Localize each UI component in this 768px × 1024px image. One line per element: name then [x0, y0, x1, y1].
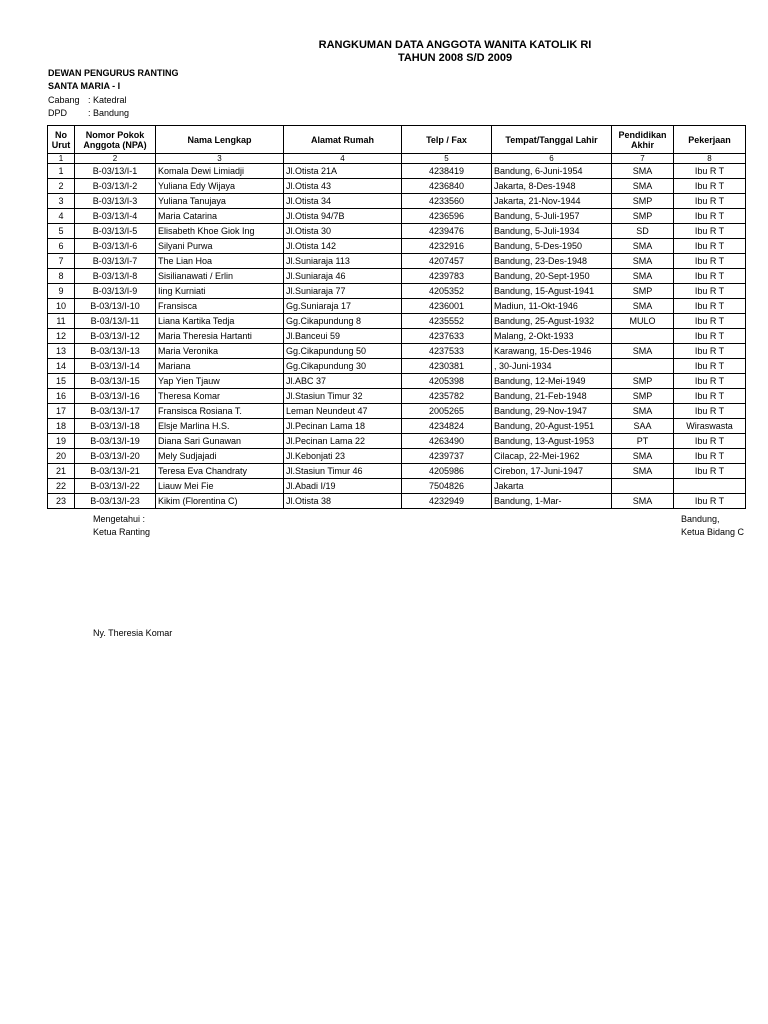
name-cell: Elisabeth Khoe Giok Ing — [156, 224, 284, 239]
table-row — [48, 299, 746, 314]
table-row — [48, 344, 746, 359]
table-header-row — [48, 126, 746, 154]
birth-cell: Madiun, 11-Okt-1946 — [492, 299, 612, 314]
row-number: 6 — [48, 239, 75, 254]
table-row — [48, 194, 746, 209]
org-name: DEWAN PENGURUS RANTING — [48, 68, 179, 78]
npa-cell: B-03/13/I-8 — [75, 269, 156, 284]
npa-cell: B-03/13/I-17 — [75, 404, 156, 419]
name-cell: Silyani Purwa — [156, 239, 284, 254]
npa-cell: B-03/13/I-10 — [75, 299, 156, 314]
table-row — [48, 329, 746, 344]
npa-cell: B-03/13/I-21 — [75, 464, 156, 479]
birth-cell: Bandung, 15-Agust-1941 — [492, 284, 612, 299]
name-cell: Liauw Mei Fie — [156, 479, 284, 494]
table-row — [48, 464, 746, 479]
table-row — [48, 254, 746, 269]
row-number: 23 — [48, 494, 75, 509]
occupation-cell: Ibu R T — [674, 374, 746, 389]
education-cell: PT — [612, 434, 674, 449]
cabang-label: Cabang — [48, 95, 80, 105]
phone-cell: 4233560 — [402, 194, 492, 209]
name-cell: Liana Kartika Tedja — [156, 314, 284, 329]
birth-cell: Bandung, 29-Nov-1947 — [492, 404, 612, 419]
name-cell: Diana Sari Gunawan — [156, 434, 284, 449]
row-number: 1 — [48, 164, 75, 179]
phone-cell: 4263490 — [402, 434, 492, 449]
name-cell: Elsje Marlina H.S. — [156, 419, 284, 434]
address-cell: Jl.Suniaraja 77 — [284, 284, 402, 299]
phone-cell: 7504826 — [402, 479, 492, 494]
row-number: 9 — [48, 284, 75, 299]
occupation-cell: Ibu R T — [674, 314, 746, 329]
education-cell: SMA — [612, 494, 674, 509]
address-cell: Gg.Suniaraja 17 — [284, 299, 402, 314]
address-cell: Jl.Otista 34 — [284, 194, 402, 209]
dpd-line — [48, 107, 129, 119]
occupation-cell: Ibu R T — [674, 434, 746, 449]
phone-cell: 4230381 — [402, 359, 492, 374]
phone-cell: 4236840 — [402, 179, 492, 194]
column-header: Pekerjaan — [674, 126, 746, 154]
row-number: 7 — [48, 254, 75, 269]
address-cell: Gg.Cikapundung 30 — [284, 359, 402, 374]
address-cell: Jl.Stasiun Timur 46 — [284, 464, 402, 479]
birth-cell: Bandung, 5-Juli-1957 — [492, 209, 612, 224]
table-row — [48, 269, 746, 284]
name-cell: Iing Kurniati — [156, 284, 284, 299]
table-row — [48, 389, 746, 404]
phone-cell: 2005265 — [402, 404, 492, 419]
name-cell: Fransisca Rosiana T. — [156, 404, 284, 419]
occupation-cell: Ibu R T — [674, 344, 746, 359]
row-number: 18 — [48, 419, 75, 434]
row-number: 5 — [48, 224, 75, 239]
education-cell — [612, 359, 674, 374]
occupation-cell: Ibu R T — [674, 254, 746, 269]
branch-name: SANTA MARIA - I — [48, 81, 121, 91]
signer-name: Ny. Theresia Komar — [93, 628, 173, 638]
occupation-cell: Ibu R T — [674, 164, 746, 179]
phone-cell: 4237633 — [402, 329, 492, 344]
member-table — [47, 125, 746, 509]
phone-cell: 4239476 — [402, 224, 492, 239]
phone-cell: 4205986 — [402, 464, 492, 479]
column-number: 2 — [75, 154, 156, 164]
npa-cell: B-03/13/I-16 — [75, 389, 156, 404]
npa-cell: B-03/13/I-1 — [75, 164, 156, 179]
phone-cell: 4235552 — [402, 314, 492, 329]
npa-cell: B-03/13/I-12 — [75, 329, 156, 344]
column-header: Nomor Pokok Anggota (NPA) — [75, 126, 156, 154]
address-cell: Jl.Otista 43 — [284, 179, 402, 194]
table-row — [48, 359, 746, 374]
npa-cell: B-03/13/I-20 — [75, 449, 156, 464]
occupation-cell: Ibu R T — [674, 299, 746, 314]
name-cell: The Lian Hoa — [156, 254, 284, 269]
document-subtitle: TAHUN 2008 S/D 2009 — [397, 52, 513, 64]
occupation-cell: Wiraswasta — [674, 419, 746, 434]
column-number: 6 — [492, 154, 612, 164]
npa-cell: B-03/13/I-19 — [75, 434, 156, 449]
table-row — [48, 239, 746, 254]
cabang-line — [48, 94, 127, 106]
address-cell: Jl.Otista 38 — [284, 494, 402, 509]
address-cell: Jl.ABC 37 — [284, 374, 402, 389]
column-number: 3 — [156, 154, 284, 164]
name-cell: Mariana — [156, 359, 284, 374]
column-number: 7 — [612, 154, 674, 164]
table-row — [48, 434, 746, 449]
address-cell: Jl.Stasiun Timur 32 — [284, 389, 402, 404]
occupation-cell: Ibu R T — [674, 194, 746, 209]
education-cell: SMP — [612, 209, 674, 224]
address-cell: Jl.Kebonjati 23 — [284, 449, 402, 464]
birth-cell: Karawang, 15-Des-1946 — [492, 344, 612, 359]
birth-cell: Bandung, 20-Agust-1951 — [492, 419, 612, 434]
npa-cell: B-03/13/I-11 — [75, 314, 156, 329]
column-header: No Urut — [48, 126, 75, 154]
occupation-cell: Ibu R T — [674, 359, 746, 374]
column-number: 8 — [674, 154, 746, 164]
occupation-cell — [674, 479, 746, 494]
address-cell: Jl.Pecinan Lama 22 — [284, 434, 402, 449]
row-number: 8 — [48, 269, 75, 284]
education-cell: SMA — [612, 404, 674, 419]
division-head-label: Ketua Bidang C — [681, 527, 745, 537]
phone-cell: 4232916 — [402, 239, 492, 254]
table-row — [48, 179, 746, 194]
acknowledge-label: Mengetahui : — [93, 514, 146, 524]
birth-cell: Bandung, 21-Feb-1948 — [492, 389, 612, 404]
birth-cell: Cirebon, 17-Juni-1947 — [492, 464, 612, 479]
address-cell: Jl.Otista 142 — [284, 239, 402, 254]
education-cell: SMA — [612, 179, 674, 194]
phone-cell: 4236001 — [402, 299, 492, 314]
occupation-cell: Ibu R T — [674, 239, 746, 254]
birth-cell: Bandung, 12-Mei-1949 — [492, 374, 612, 389]
address-cell: Jl.Otista 94/7B — [284, 209, 402, 224]
address-cell: Leman Neundeut 47 — [284, 404, 402, 419]
occupation-cell: Ibu R T — [674, 404, 746, 419]
name-cell: Maria Veronika — [156, 344, 284, 359]
npa-cell: B-03/13/I-3 — [75, 194, 156, 209]
row-number: 3 — [48, 194, 75, 209]
education-cell: SMA — [612, 254, 674, 269]
npa-cell: B-03/13/I-22 — [75, 479, 156, 494]
row-number: 20 — [48, 449, 75, 464]
birth-cell: Malang, 2-Okt-1933 — [492, 329, 612, 344]
occupation-cell: Ibu R T — [674, 269, 746, 284]
column-header: Alamat Rumah — [284, 126, 402, 154]
education-cell: SMA — [612, 449, 674, 464]
occupation-cell: Ibu R T — [674, 449, 746, 464]
name-cell: Yuliana Edy Wijaya — [156, 179, 284, 194]
document-title: RANGKUMAN DATA ANGGOTA WANITA KATOLIK RI — [318, 39, 592, 51]
table-body — [48, 164, 746, 509]
row-number: 13 — [48, 344, 75, 359]
column-number-row — [48, 154, 746, 164]
address-cell: Gg.Cikapundung 8 — [284, 314, 402, 329]
npa-cell: B-03/13/I-13 — [75, 344, 156, 359]
education-cell: SMP — [612, 284, 674, 299]
phone-cell: 4207457 — [402, 254, 492, 269]
name-cell: Fransisca — [156, 299, 284, 314]
birth-cell: Jakarta, 21-Nov-1944 — [492, 194, 612, 209]
row-number: 16 — [48, 389, 75, 404]
phone-cell: 4235782 — [402, 389, 492, 404]
dpd-label: DPD — [48, 108, 68, 118]
name-cell: Mely Sudjajadi — [156, 449, 284, 464]
phone-cell: 4238419 — [402, 164, 492, 179]
name-cell: Teresa Eva Chandraty — [156, 464, 284, 479]
table-row — [48, 209, 746, 224]
name-cell: Sisilianawati / Erlin — [156, 269, 284, 284]
npa-cell: B-03/13/I-7 — [75, 254, 156, 269]
birth-cell: , 30-Juni-1934 — [492, 359, 612, 374]
row-number: 14 — [48, 359, 75, 374]
npa-cell: B-03/13/I-23 — [75, 494, 156, 509]
npa-cell: B-03/13/I-6 — [75, 239, 156, 254]
row-number: 12 — [48, 329, 75, 344]
place-date-label: Bandung, — [681, 514, 720, 524]
address-cell: Jl.Suniaraja 46 — [284, 269, 402, 284]
row-number: 22 — [48, 479, 75, 494]
name-cell: Maria Catarina — [156, 209, 284, 224]
phone-cell: 4232949 — [402, 494, 492, 509]
column-header: Tempat/Tanggal Lahir — [492, 126, 612, 154]
birth-cell: Bandung, 5-Juli-1934 — [492, 224, 612, 239]
education-cell — [612, 479, 674, 494]
education-cell: SMP — [612, 374, 674, 389]
phone-cell: 4205398 — [402, 374, 492, 389]
education-cell: SMA — [612, 464, 674, 479]
education-cell: MULO — [612, 314, 674, 329]
address-cell: Jl.Abadi I/19 — [284, 479, 402, 494]
npa-cell: B-03/13/I-4 — [75, 209, 156, 224]
npa-cell: B-03/13/I-18 — [75, 419, 156, 434]
education-cell: SMA — [612, 239, 674, 254]
birth-cell: Bandung, 13-Agust-1953 — [492, 434, 612, 449]
table-row — [48, 449, 746, 464]
phone-cell: 4236596 — [402, 209, 492, 224]
npa-cell: B-03/13/I-15 — [75, 374, 156, 389]
phone-cell: 4239783 — [402, 269, 492, 284]
name-cell: Komala Dewi Limiadji — [156, 164, 284, 179]
occupation-cell: Ibu R T — [674, 494, 746, 509]
education-cell: SMP — [612, 194, 674, 209]
occupation-cell: Ibu R T — [674, 284, 746, 299]
row-number: 21 — [48, 464, 75, 479]
name-cell: Yuliana Tanujaya — [156, 194, 284, 209]
occupation-cell: Ibu R T — [674, 209, 746, 224]
education-cell: SMP — [612, 389, 674, 404]
name-cell: Kikim (Florentina C) — [156, 494, 284, 509]
npa-cell: B-03/13/I-2 — [75, 179, 156, 194]
column-header: Telp / Fax — [402, 126, 492, 154]
phone-cell: 4205352 — [402, 284, 492, 299]
education-cell: SMA — [612, 269, 674, 284]
table-row — [48, 224, 746, 239]
dpd-value: : Bandung — [88, 108, 130, 118]
cabang-value: : Katedral — [88, 95, 127, 105]
row-number: 10 — [48, 299, 75, 314]
phone-cell: 4234824 — [402, 419, 492, 434]
birth-cell: Jakarta — [492, 479, 612, 494]
address-cell: Jl.Suniaraja 113 — [284, 254, 402, 269]
birth-cell: Jakarta, 8-Des-1948 — [492, 179, 612, 194]
education-cell — [612, 329, 674, 344]
occupation-cell: Ibu R T — [674, 329, 746, 344]
column-number: 4 — [284, 154, 402, 164]
branch-head-label: Ketua Ranting — [93, 527, 151, 537]
name-cell: Theresa Komar — [156, 389, 284, 404]
address-cell: Gg.Cikapundung 50 — [284, 344, 402, 359]
column-number: 5 — [402, 154, 492, 164]
column-header: Nama Lengkap — [156, 126, 284, 154]
row-number: 17 — [48, 404, 75, 419]
occupation-cell: Ibu R T — [674, 179, 746, 194]
npa-cell: B-03/13/I-14 — [75, 359, 156, 374]
table-row — [48, 374, 746, 389]
npa-cell: B-03/13/I-9 — [75, 284, 156, 299]
phone-cell: 4237533 — [402, 344, 492, 359]
table-row — [48, 419, 746, 434]
table-row — [48, 164, 746, 179]
occupation-cell: Ibu R T — [674, 224, 746, 239]
birth-cell: Bandung, 23-Des-1948 — [492, 254, 612, 269]
address-cell: Jl.Pecinan Lama 18 — [284, 419, 402, 434]
table-row — [48, 494, 746, 509]
birth-cell: Bandung, 1-Mar- — [492, 494, 612, 509]
education-cell: SMA — [612, 299, 674, 314]
occupation-cell: Ibu R T — [674, 464, 746, 479]
table-row — [48, 404, 746, 419]
birth-cell: Cilacap, 22-Mei-1962 — [492, 449, 612, 464]
row-number: 15 — [48, 374, 75, 389]
npa-cell: B-03/13/I-5 — [75, 224, 156, 239]
column-number: 1 — [48, 154, 75, 164]
address-cell: Jl.Otista 30 — [284, 224, 402, 239]
birth-cell: Bandung, 20-Sept-1950 — [492, 269, 612, 284]
education-cell: SAA — [612, 419, 674, 434]
column-header: Pendidikan Akhir — [612, 126, 674, 154]
row-number: 4 — [48, 209, 75, 224]
table-row — [48, 314, 746, 329]
birth-cell: Bandung, 25-Agust-1932 — [492, 314, 612, 329]
education-cell: SD — [612, 224, 674, 239]
row-number: 19 — [48, 434, 75, 449]
address-cell: Jl.Otista 21A — [284, 164, 402, 179]
occupation-cell: Ibu R T — [674, 389, 746, 404]
education-cell: SMA — [612, 164, 674, 179]
education-cell: SMA — [612, 344, 674, 359]
phone-cell: 4239737 — [402, 449, 492, 464]
birth-cell: Bandung, 5-Des-1950 — [492, 239, 612, 254]
name-cell: Yap Yien Tjauw — [156, 374, 284, 389]
row-number: 2 — [48, 179, 75, 194]
row-number: 11 — [48, 314, 75, 329]
table-row — [48, 479, 746, 494]
birth-cell: Bandung, 6-Juni-1954 — [492, 164, 612, 179]
name-cell: Maria Theresia Hartanti — [156, 329, 284, 344]
address-cell: Jl.Banceui 59 — [284, 329, 402, 344]
table-row — [48, 284, 746, 299]
